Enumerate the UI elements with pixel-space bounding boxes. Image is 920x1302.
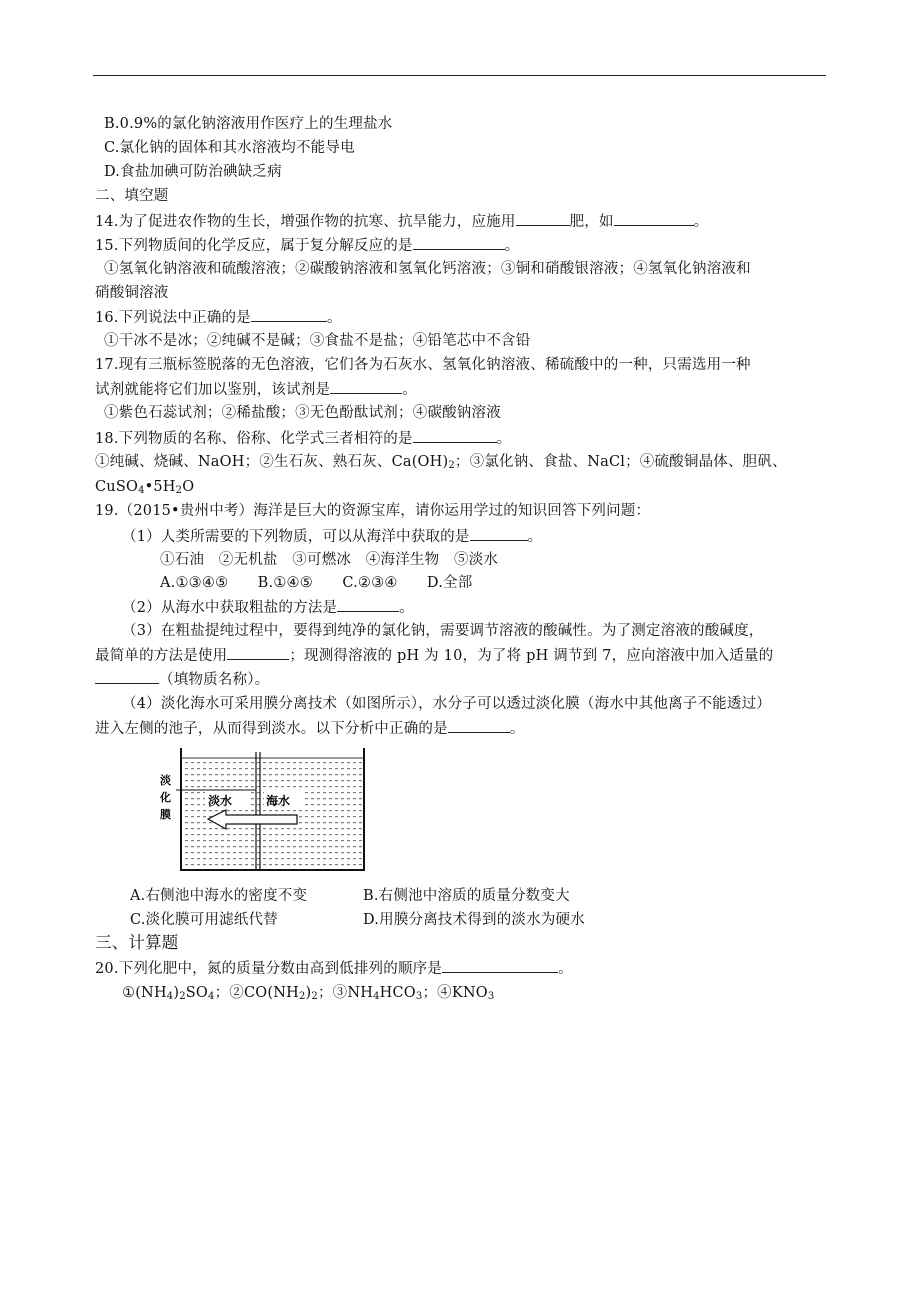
q20-sub: 4 — [373, 991, 380, 1002]
option-c-line: C.氯化钠的固体和其水溶液均不能导电 — [104, 140, 355, 156]
question-17-line-2 — [95, 379, 417, 400]
q20-sub: 2 — [179, 991, 186, 1002]
q19-part-3-line-1: （3）在粗盐提纯过程中，要得到纯净的氯化钠，需要调节溶液的酸碱性。为了测定溶液的酸碱度， — [122, 623, 764, 639]
section-heading-calc: 三、计算题 — [95, 933, 179, 952]
q19-part-3-line-2 — [95, 645, 773, 666]
q19-3-blank-1[interactable] — [227, 645, 289, 660]
q16-text: 16.下列说法中正确的是 — [95, 310, 251, 326]
question-20 — [95, 958, 573, 979]
q18-options-1 — [95, 452, 787, 476]
q20-end: 。 — [558, 961, 573, 977]
q19-4-blank[interactable] — [448, 718, 510, 733]
q17-blank[interactable] — [330, 379, 402, 394]
question-14 — [95, 211, 708, 232]
q20-blank[interactable] — [442, 958, 558, 973]
q20-part: SO — [185, 985, 209, 1001]
q20-options — [122, 983, 494, 1007]
q20-sub: 4 — [166, 991, 174, 1002]
q19-4-option-d: D.用膜分离技术得到的淡水为硬水 — [363, 912, 585, 928]
q19-4-option-c: C.淡化膜可用滤纸代替 — [130, 912, 278, 928]
q19-4-option-a: A.右侧池中海水的密度不变 — [130, 888, 308, 904]
q19-3-text-3: （填物质名称）。 — [159, 672, 270, 688]
q19-1-items: ①石油 ②无机盐 ③可燃冰 ④海洋生物 ⑤淡水 — [160, 552, 499, 568]
q20-part: ) — [305, 985, 312, 1001]
q14-text-2: 肥，如 — [569, 214, 614, 230]
question-17-line-1: 17.现有三瓶标签脱落的无色溶液，它们各为石灰水、氢氧化钠溶液、稀硫酸中的一种，只需选用一种 — [95, 357, 751, 373]
question-19: 19.（2015•贵州中考）海洋是巨大的资源宝库，请你运用学过的知识回答下列问题： — [95, 503, 651, 519]
question-16 — [95, 307, 342, 328]
question-18 — [95, 428, 511, 449]
q18-sub-3: 2 — [175, 485, 183, 496]
q19-3-blank-2[interactable] — [95, 669, 159, 684]
membrane-char-2: 化 — [160, 791, 171, 804]
q20-part: HCO — [379, 985, 416, 1001]
q18-cuso: CuSO — [95, 479, 139, 495]
q17-end: 。 — [402, 382, 417, 398]
q20-part: ；④KNO — [422, 985, 488, 1001]
section-heading-fill: 二、填空题 — [95, 188, 169, 204]
q18-end: 。 — [496, 431, 512, 447]
q15-options-2: 硝酸铜溶液 — [95, 285, 169, 301]
q19-3-text-2: ；现测得溶液的 pH 为 10，为了将 pH 调节到 7，应向溶液中加入适量的 — [289, 648, 774, 664]
membrane-char-3: 膜 — [160, 808, 171, 821]
q20-part: ；③NH — [317, 985, 374, 1001]
sea-water-label: 海水 — [266, 794, 291, 808]
q18-5h: •5H — [144, 479, 176, 495]
option-b-line: B.0.9%的氯化钠溶液用作医疗上的生理盐水 — [104, 116, 393, 132]
q18-o: O — [182, 479, 195, 495]
q18-text: 18.下列物质的名称、俗称、化学式三者相符的是 — [95, 431, 413, 447]
q15-options-1: ①氢氧化钠溶液和硫酸溶液；②碳酸钠溶液和氢氧化钙溶液；③铜和硝酸银溶液；④氢氧化钠溶液和 — [104, 261, 751, 277]
q20-part: ①(NH — [122, 985, 167, 1001]
q20-sub: 2 — [298, 991, 306, 1002]
q20-sub: 4 — [208, 991, 215, 1002]
water-fill — [181, 758, 364, 870]
q15-text: 15.下列物质间的化学反应，属于复分解反应的是 — [95, 238, 413, 254]
q17-options: ①紫色石蕊试剂；②稀盐酸；③无色酚酞试剂；④碳酸钠溶液 — [104, 405, 501, 421]
q19-1-options: A.①③④⑤ B.①④⑤ C.②③④ D.全部 — [160, 575, 473, 591]
q20-text: 20.下列化肥中，氮的质量分数由高到低排列的顺序是 — [95, 961, 443, 977]
q14-text: 14.为了促进农作物的生长，增强作物的抗寒、抗旱能力，应施用 — [95, 214, 516, 230]
q16-end: 。 — [326, 310, 342, 326]
q16-blank[interactable] — [251, 307, 327, 322]
fresh-water-label: 淡水 — [208, 794, 233, 808]
q19-4-text: 进入左侧的池子，从而得到淡水。以下分析中正确的是 — [95, 721, 448, 737]
q20-part: ；②CO(NH — [214, 985, 299, 1001]
q19-4-end: 。 — [509, 721, 525, 737]
q19-1-blank[interactable] — [470, 526, 528, 541]
q14-blank-2[interactable] — [614, 211, 694, 226]
q20-part: ) — [173, 985, 180, 1001]
q19-part-4-line-2 — [95, 718, 525, 739]
membrane-diagram — [160, 748, 375, 873]
q18-blank[interactable] — [413, 428, 497, 443]
q19-part-4-line-1: （4）淡化海水可采用膜分离技术（如图所示），水分子可以透过淡化膜（海水中其他离子不能透过） — [122, 696, 771, 712]
q19-part-3-line-3 — [95, 669, 269, 690]
membrane-char-1: 淡 — [160, 774, 171, 787]
q20-sub: 3 — [415, 991, 423, 1002]
q19-2-end: 。 — [399, 600, 414, 616]
q19-1-text: （1）人类所需要的下列物质，可以从海洋中获取的是 — [122, 529, 470, 545]
header-rule — [93, 75, 826, 76]
q19-part-1 — [122, 526, 542, 547]
q19-2-text: （2）从海水中获取粗盐的方法是 — [122, 600, 338, 616]
q18-opt-text-2: ；③氯化钠、食盐、NaCl；④硫酸铜晶体、胆矾、 — [454, 454, 787, 470]
q18-opt-text-1: ①纯碱、烧碱、NaOH；②生石灰、熟石灰、Ca(OH) — [95, 454, 449, 470]
q19-2-blank[interactable] — [337, 597, 399, 612]
q14-blank-1[interactable] — [516, 211, 570, 226]
q18-sub-2: 4 — [138, 485, 145, 496]
q16-options: ①干冰不是冰；②纯碱不是碱；③食盐不是盐；④铅笔芯中不含铅 — [104, 333, 531, 349]
q15-blank[interactable] — [413, 235, 505, 250]
q20-sub: 3 — [487, 991, 495, 1002]
q15-end: 。 — [504, 238, 520, 254]
q19-part-2 — [122, 597, 414, 618]
q18-sub-1: 2 — [448, 460, 455, 471]
q20-sub: 2 — [311, 991, 318, 1002]
q14-end: 。 — [693, 214, 709, 230]
q17-text: 试剂就能将它们加以鉴别，该试剂是 — [95, 382, 331, 398]
q19-4-option-b: B.右侧池中溶质的质量分数变大 — [363, 888, 570, 904]
question-15 — [95, 235, 519, 256]
q18-options-2 — [95, 477, 194, 501]
q19-1-end: 。 — [527, 529, 543, 545]
option-d-line: D.食盐加碘可防治碘缺乏病 — [104, 164, 282, 180]
q19-3-text-1: 最简单的方法是使用 — [95, 648, 228, 664]
